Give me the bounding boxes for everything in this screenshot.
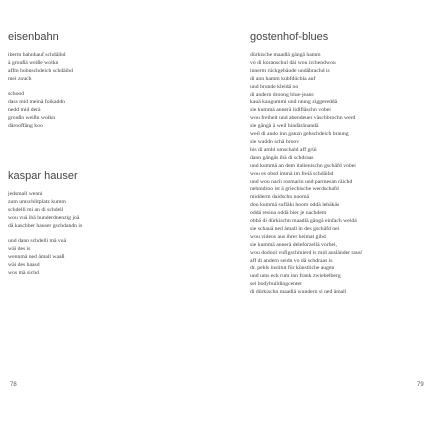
poem-line: aff di andern seidn vo dä schdraas is xyxy=(250,257,333,264)
poem-line: di ann hamm kubfdüchla auf xyxy=(250,75,316,82)
page-number: 78 xyxy=(10,382,17,388)
poem-line: mei zouch xyxy=(8,75,32,82)
poem-gostenhof-blues xyxy=(250,31,363,305)
poem-line: innerm rückgebäude undäbrachd is xyxy=(250,67,330,74)
poem-line: bis di ambl umschald aff grüi xyxy=(250,146,317,153)
poem-line: schdelli mi an di schdell xyxy=(8,206,64,213)
stanza xyxy=(8,238,82,278)
poem-line: sie kummä annerä deleforzellä vorbei, xyxy=(250,241,338,248)
poem-line: wäi des is xyxy=(8,245,31,252)
poem-line: und ums eck rum inn frank zwiebelberg xyxy=(250,273,341,280)
poem-line: sie waddn schä broov xyxy=(250,138,300,145)
stanza xyxy=(8,91,73,131)
stanza xyxy=(250,52,363,297)
page-number: 79 xyxy=(417,382,424,388)
poem-line: und wou nach rosmarin und parmesan räichd xyxy=(250,178,353,185)
poem-line: dann gängäs ibä di schdraas xyxy=(250,154,314,161)
poem-eisenbahn xyxy=(8,31,73,138)
poem-line: di andern droong blue-jeans xyxy=(250,91,314,98)
poem-line: dou kummä sufläki hoom oddä lebäkäs xyxy=(250,202,340,209)
poem-line: zum umschlitplatz kumm xyxy=(8,198,66,205)
poem-line: wou es obsd immä im freiä schdäihd xyxy=(250,170,334,177)
poem-line: dass mid meinä foikaddn xyxy=(8,99,66,106)
poem-title: kaspar hauser xyxy=(8,170,78,182)
stanza xyxy=(8,52,73,84)
poem-line: weil di audo inn ganzn gehschdeich braung xyxy=(250,131,349,138)
poem-line: und kummä an dem italienischn gschäfd vobei xyxy=(250,162,356,169)
poem-line: dr. pehls institut für künstliche augen xyxy=(250,265,335,272)
poem-line: dürkische maadlä gängä hamm xyxy=(250,52,321,58)
stanza xyxy=(8,191,82,231)
poem-line: oddä resina oddä bier je nachdem xyxy=(250,210,327,217)
poem-line: groußn weißn wolkn xyxy=(8,114,56,121)
poem-line: sie gängä ä weil hindäränandä xyxy=(250,123,319,130)
poem-title: gostenhof-blues xyxy=(250,31,329,43)
poem-line: wou freiheit und abendeuer väschbrochn werd xyxy=(250,115,356,122)
poem-line: midderm daidschn noomä xyxy=(250,194,310,201)
poem-line: obbä di dürkischn maadlä gängä einfach weidä xyxy=(250,218,357,225)
poem-line: und brunde kleidä oo xyxy=(250,83,299,90)
poem-line: sei bodybuildingcenter xyxy=(250,281,302,288)
poem-line: sie schauä ned ämall in des gschäfd nei xyxy=(250,225,340,232)
poem-line: därooffäng koo xyxy=(8,122,43,129)
poem-line: wos mä sichd xyxy=(8,269,39,276)
poem-line: affm bohnschdeich schdäihd xyxy=(8,67,73,74)
poem-line: ä groußä weiße wolkn xyxy=(8,59,59,66)
poem-line: wou dodool vuflgschmierd is mid ausländer raus! xyxy=(250,249,363,256)
poem-line: wennmä ned ämall waaß xyxy=(8,253,65,260)
poem-line: wou vuä ibä hunderdnenzig joä xyxy=(8,214,80,221)
poem-title: eisenbahn xyxy=(8,31,59,43)
right-page xyxy=(212,0,425,425)
poem-line: sie kummä annerä lidlfläschn vobei xyxy=(250,107,331,114)
poem-line: kauä kaugummi und raung ziggereddä xyxy=(250,99,338,106)
poem-line: schood xyxy=(8,91,25,98)
poem-line: und dann schdelli mä vuä xyxy=(8,238,67,245)
poem-line: wou videos aus ihrer heimat gibd xyxy=(250,233,326,240)
poem-line: iberm bahnhauf schdäihd xyxy=(8,52,66,58)
poem-line: vo di koranschul däi wou irchendwou xyxy=(250,59,336,66)
poem-line: di dürkischn maadlä wundern si ned ämall xyxy=(250,289,347,296)
poem-line: wäi des haasd xyxy=(8,261,40,268)
poem-line: nedd mid derä xyxy=(8,106,41,113)
poem-line: dä kaschber hauser gschdandn is xyxy=(8,222,83,229)
poem-line: nehmdroo ist ä griechische werdschafd xyxy=(250,186,339,193)
poem-line: jedsmall wenni xyxy=(8,191,43,197)
left-page xyxy=(0,0,212,425)
poem-kaspar-hauser xyxy=(8,170,82,285)
